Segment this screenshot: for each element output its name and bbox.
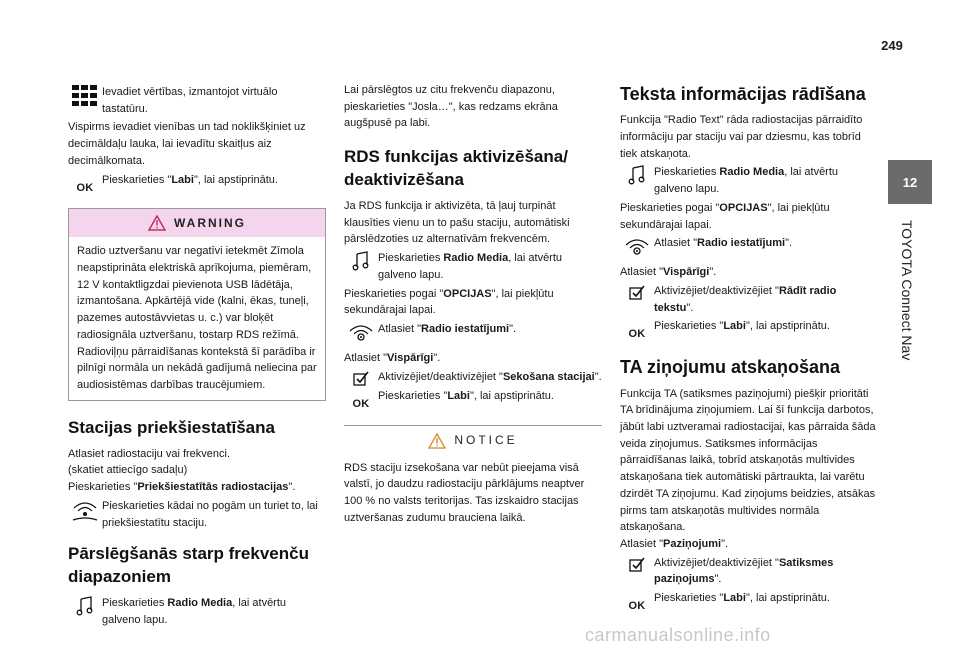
radio-wave-icon <box>68 498 102 525</box>
rds-check-text: Aktivizējiet/deaktivizējiet "Sekošana stacijai". <box>378 370 602 383</box>
rds-music-step <box>344 250 602 283</box>
rt-settings-text: Atlasiet "Radio iestatījumi". <box>654 237 793 250</box>
band-switch-para: Lai pārslēgtos uz citu frekvenču diapazonu, pieskarieties "Josla…", kas redzams ekrāna augšpusē pa labi. <box>344 84 558 130</box>
ta-general-para: Atlasiet "Paziņojumi". <box>620 537 729 550</box>
ta-ok-text: Pieskarieties "Labi", lai apstiprinātu. <box>654 592 830 605</box>
rt-check-text: Aktivizējiet/deaktivizējiet "Rādīt radio tekstu". <box>654 285 837 314</box>
rds-ok-step <box>344 388 602 413</box>
ta-check-step <box>620 555 878 588</box>
rt-options-para: Pieskarieties pogai "OPCIJAS", lai piekļūtu sekundārajai lapai. <box>620 201 830 231</box>
ok-step <box>68 172 326 197</box>
checkbox-icon <box>620 555 654 572</box>
notice-triangle-icon <box>428 433 446 449</box>
rds-para: Ja RDS funkcija ir aktivizēta, tā ļauj turpināt klausīties vienu un to pašu staciju, automātiski pārslēdzoties uz alternatīvām frekvencēm. <box>344 200 570 246</box>
chapter-title-text: TOYOTA Connect Nav <box>899 220 915 361</box>
warning-header <box>69 209 325 237</box>
ta-para: Funkcija TA (satiksmes paziņojumi) piešķir prioritāti TA brīdinājuma ziņojumiem. Lai šī funkcija darbotos, jābūt labi uztveramai radiostacijai, kas pārraida šāda veida ziņojumus. Satiksmes informācijas pārraidīšanas laikā, tobrīd atskaņotās multivides atskaņošana tiek automātiski pārtraukta, lai varētu dzirdēt TA ziņojumu. Kad ziņojums beidzies, atsākas pirms tam atskaņotās multivides normāla atskaņošana. <box>620 387 876 534</box>
ok-icon: OK <box>76 181 94 194</box>
ok-icon: OK <box>352 397 370 410</box>
notice-box <box>344 425 602 527</box>
chapter-tab[interactable]: 12 <box>888 160 932 204</box>
music-note-icon <box>344 250 378 271</box>
heading-switch-bands: Pārslēgšanās starp frekvenču diapazoniem <box>68 544 309 587</box>
checkbox-icon <box>344 369 378 386</box>
rds-settings-text: Atlasiet "Radio iestatījumi". <box>378 323 517 336</box>
radio-settings-icon <box>344 321 378 346</box>
presets-icon-text: Pieskarieties kādai no pogām un turiet to, lai priekšiestatītu staciju. <box>102 499 318 529</box>
notice-body: RDS staciju izsekošana var nebūt pieejama visā valstī, jo daudzu radiostaciju pārklājums neaptver 100 % no valsts teritorijas. Tas izskaidro stacijas uztveršanas zudumu brauciena laikā. <box>344 461 585 524</box>
watermark: carmanualsonline.info <box>585 625 771 645</box>
heading-rds: RDS funkcijas aktivizēšana/ deaktivizēšana <box>344 147 568 190</box>
music-note-icon <box>68 595 102 616</box>
column-3 <box>620 82 878 617</box>
page-number: 249 <box>881 38 903 53</box>
rt-ok-text: Pieskarieties "Labi", lai apstiprinātu. <box>654 320 830 333</box>
ta-check-text: Aktivizējiet/deaktivizējiet "Satiksmes paziņojums". <box>654 556 834 586</box>
switch-text: Pieskarieties Radio Media, lai atvērtu galveno lapu. <box>102 597 287 626</box>
rds-ok-text: Pieskarieties "Labi", lai apstiprinātu. <box>378 389 554 402</box>
keypad-text: Ievadiet vērtības, izmantojot virtuālo tastatūru. <box>102 86 278 115</box>
ta-ok-step <box>620 590 878 615</box>
checkbox-icon <box>620 283 654 300</box>
notice-title: NOTICE <box>454 433 518 448</box>
ok-text: Pieskarieties "Labi", lai apstiprinātu. <box>102 173 278 186</box>
keypad-step <box>68 84 326 117</box>
column-2 <box>344 82 602 526</box>
notice-header <box>344 425 602 456</box>
rds-check-step <box>344 369 602 386</box>
music-note-icon <box>620 164 654 185</box>
column-1 <box>68 82 326 631</box>
warning-title: WARNING <box>174 216 246 231</box>
ok-icon: OK <box>628 600 646 613</box>
presets-step <box>68 498 326 531</box>
rt-check-step <box>620 283 878 316</box>
warning-box <box>68 208 326 400</box>
heading-presets: Stacijas priekšiestatīšana <box>68 417 275 437</box>
keypad-icon <box>68 84 102 107</box>
heading-ta: TA ziņojumu atskaņošana <box>620 357 841 378</box>
switch-step <box>68 595 326 628</box>
ok-icon: OK <box>628 328 646 341</box>
heading-radio-text: Teksta informācijas rādīšana <box>620 84 866 104</box>
rds-music-text: Pieskarieties Radio Media, lai atvērtu galveno lapu. <box>378 252 563 281</box>
warning-body: Radio uztveršanu var negatīvi ietekmēt Zīmola neapstiprināta elektriskā aprīkojuma, piemēram, 12 V kontaktligzdai pievienota USB lādētāja, izmantošana. Apkārtējā vide (kalni, ēkas, tuneļi, pazemes autostāvvietas u. c.) var bloķēt radiosignāla uztveršanu, tostarp RDS režīmā. Radioviļņu pārraidīšanas kontekstā šī parādība ir pilnīgi normāla un nekādā gadījumā neliecina par audiosistēmas darbības traucējumiem. <box>77 245 317 392</box>
rt-music-step <box>620 164 878 197</box>
decimal-instructions: Vispirms ievadiet vienības un tad noklikšķiniet uz decimāldaļu lauka, lai ievadītu skaitļus aiz decimālkomata. <box>68 121 306 167</box>
radio-settings-icon <box>620 235 654 260</box>
chapter-title <box>893 220 917 430</box>
warning-triangle-icon <box>148 215 166 231</box>
rds-general-para: Atlasiet "Vispārīgi". <box>344 352 441 365</box>
rds-options-para: Pieskarieties pogai "OPCIJAS", lai piekļūtu sekundārajai lapai. <box>344 287 554 317</box>
rt-general-para: Atlasiet "Vispārīgi". <box>620 266 717 279</box>
rt-settings-step <box>620 235 878 260</box>
radio-text-para: Funkcija "Radio Text" rāda radiostacijas pārraidīto informāciju par staciju vai par dziesmu, kas tobrīd tiek atskaņota. <box>620 114 863 160</box>
rds-settings-step <box>344 321 602 346</box>
presets-para: Atlasiet radiostaciju vai frekvenci. (skatiet attiecīgo sadaļu) Pieskarieties "Priekšiestatītās radiostacijas". <box>68 447 296 494</box>
rt-music-text: Pieskarieties Radio Media, lai atvērtu galveno lapu. <box>654 166 839 196</box>
rt-ok-step <box>620 318 878 343</box>
